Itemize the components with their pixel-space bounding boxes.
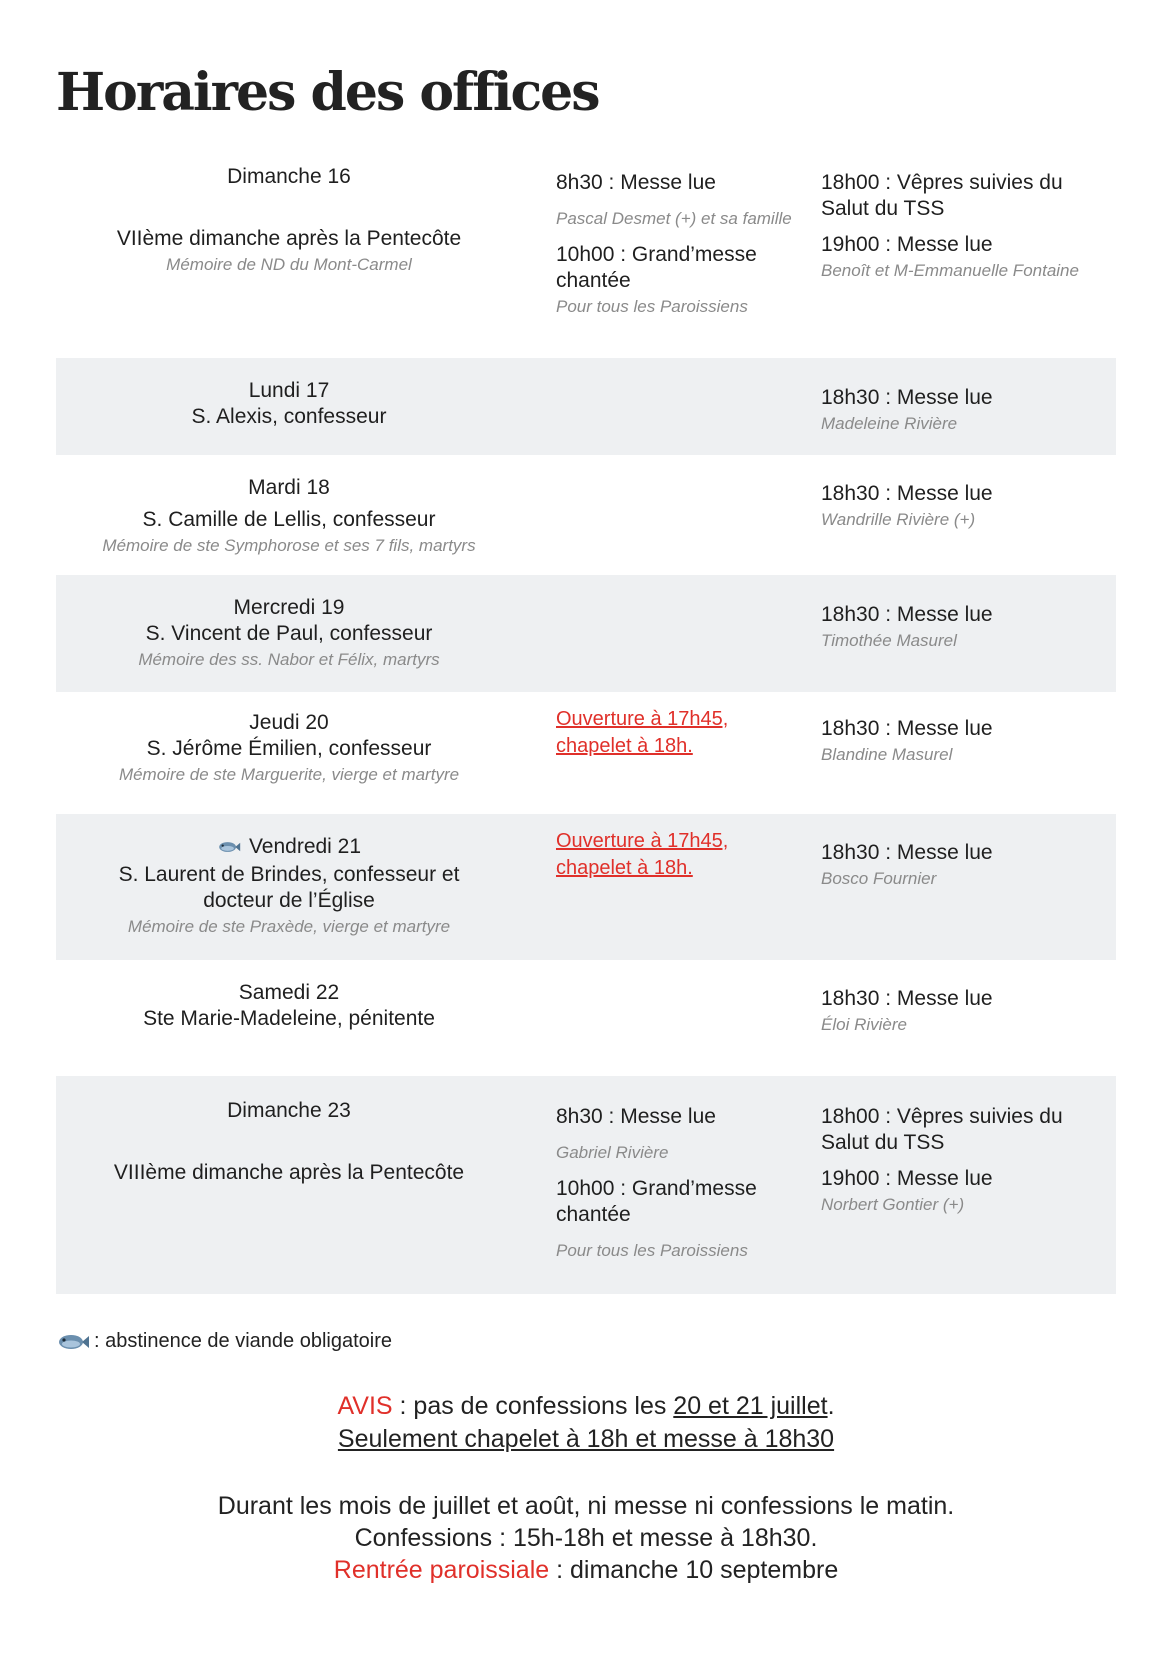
- memoire-label: Mémoire de ste Marguerite, vierge et martyre: [118, 765, 460, 784]
- mass-intention: Gabriel Rivière: [556, 1143, 669, 1162]
- mass-time: 18h30 : Messe lue: [821, 841, 993, 864]
- avis-text: : pas de confessions les: [392, 1392, 674, 1420]
- mass-time: 10h00 : Grand’messe chantée: [556, 243, 757, 292]
- avis-notice: [56, 1390, 1116, 1456]
- feast-label: S. Vincent de Paul, confesseur: [145, 622, 433, 645]
- legend: [56, 1330, 392, 1353]
- mass-intention: Benoît et M-Emmanuelle Fontaine: [821, 261, 1079, 280]
- mass-time: 19h00 : Messe lue: [821, 233, 993, 256]
- page-title: Horaires des offices: [56, 62, 599, 123]
- day-label: Lundi 17: [248, 379, 330, 402]
- rentree-label: Rentrée paroissiale: [333, 1556, 550, 1584]
- day-row-vendredi-21: [56, 814, 1116, 960]
- day-row-samedi-22: [56, 960, 1116, 1076]
- feast-label: VIIIème dimanche après la Pentecôte: [113, 1161, 465, 1184]
- summer-notice: [56, 1490, 1116, 1586]
- summer-line2: Confessions : 15h-18h et messe à 18h30.: [354, 1524, 818, 1552]
- avis-label: AVIS: [337, 1392, 393, 1420]
- mass-time: 18h00 : Vêpres suivies du Salut du TSS: [821, 171, 1063, 220]
- mass-intention: Wandrille Rivière (+): [821, 510, 976, 529]
- avis-period: .: [827, 1392, 835, 1420]
- opening-note-link[interactable]: Ouverture à 17h45, chapelet à 18h.: [556, 830, 729, 879]
- day-label: Dimanche 16: [227, 165, 351, 188]
- day-heading: [56, 834, 522, 860]
- schedule-table: [56, 160, 1116, 1294]
- feast-label: S. Alexis, confesseur: [191, 405, 387, 428]
- avis-dates: 20 et 21 juillet: [673, 1392, 828, 1420]
- day-row-dimanche-16: [56, 160, 1116, 358]
- mass-intention: Pour tous les Paroissiens: [556, 297, 748, 316]
- day-row-mercredi-19: [56, 575, 1116, 692]
- summer-line1: Durant les mois de juillet et août, ni messe ni confessions le matin.: [217, 1492, 955, 1520]
- feast-label: VIIème dimanche après la Pentecôte: [116, 227, 462, 250]
- mass-intention: Blandine Masurel: [821, 745, 953, 764]
- mass-time: 18h00 : Vêpres suivies du Salut du TSS: [821, 1105, 1063, 1154]
- opening-note-link[interactable]: Ouverture à 17h45, chapelet à 18h.: [556, 708, 729, 757]
- mass-time: 18h30 : Messe lue: [821, 482, 993, 505]
- mass-time: 19h00 : Messe lue: [821, 1167, 993, 1190]
- mass-time: 18h30 : Messe lue: [821, 603, 993, 626]
- mass-time: 8h30 : Messe lue: [556, 1105, 716, 1128]
- day-row-mardi-18: [56, 455, 1116, 575]
- mass-intention: Pour tous les Paroissiens: [556, 1241, 748, 1260]
- mass-time: 8h30 : Messe lue: [556, 171, 716, 194]
- day-label: Dimanche 23: [227, 1099, 351, 1122]
- memoire-label: Mémoire de ND du Mont-Carmel: [166, 255, 412, 274]
- memoire-label: Mémoire des ss. Nabor et Félix, martyrs: [138, 650, 440, 669]
- mass-intention: Norbert Gontier (+): [821, 1195, 965, 1214]
- day-row-lundi-17: [56, 358, 1116, 455]
- day-label: Mardi 18: [248, 476, 330, 499]
- mass-time: 18h30 : Messe lue: [821, 386, 993, 409]
- day-label: Vendredi 21: [248, 835, 362, 858]
- fish-icon: [56, 1332, 90, 1352]
- rentree-text: : dimanche 10 septembre: [549, 1556, 839, 1584]
- mass-intention: Bosco Fournier: [821, 869, 937, 888]
- mass-intention: Pascal Desmet (+) et sa famille: [556, 209, 792, 228]
- fish-icon: [217, 840, 241, 854]
- mass-time: 10h00 : Grand’messe chantée: [556, 1177, 757, 1226]
- feast-label: S. Camille de Lellis, confesseur: [142, 508, 436, 531]
- day-row-dimanche-23: [56, 1076, 1116, 1294]
- feast-label: S. Laurent de Brindes, confesseur et docteur de l’Église: [118, 863, 460, 912]
- legend-text: : abstinence de viande obligatoire: [94, 1330, 392, 1352]
- mass-time: 18h30 : Messe lue: [821, 717, 993, 740]
- feast-label: Ste Marie-Madeleine, pénitente: [143, 1007, 435, 1030]
- mass-time: 18h30 : Messe lue: [821, 987, 993, 1010]
- memoire-label: Mémoire de ste Praxède, vierge et martyre: [127, 917, 451, 936]
- mass-intention: Éloi Rivière: [821, 1015, 907, 1034]
- day-row-jeudi-20: [56, 692, 1116, 814]
- feast-label: S. Jérôme Émilien, confesseur: [146, 737, 432, 760]
- day-label: Jeudi 20: [249, 711, 329, 734]
- mass-intention: Madeleine Rivière: [821, 414, 958, 433]
- memoire-label: Mémoire de ste Symphorose et ses 7 fils, martyrs: [102, 536, 476, 555]
- mass-intention: Timothée Masurel: [821, 631, 957, 650]
- avis-line2: Seulement chapelet à 18h et messe à 18h30: [337, 1425, 835, 1453]
- day-label: Mercredi 19: [233, 596, 345, 619]
- day-label: Samedi 22: [238, 981, 340, 1004]
